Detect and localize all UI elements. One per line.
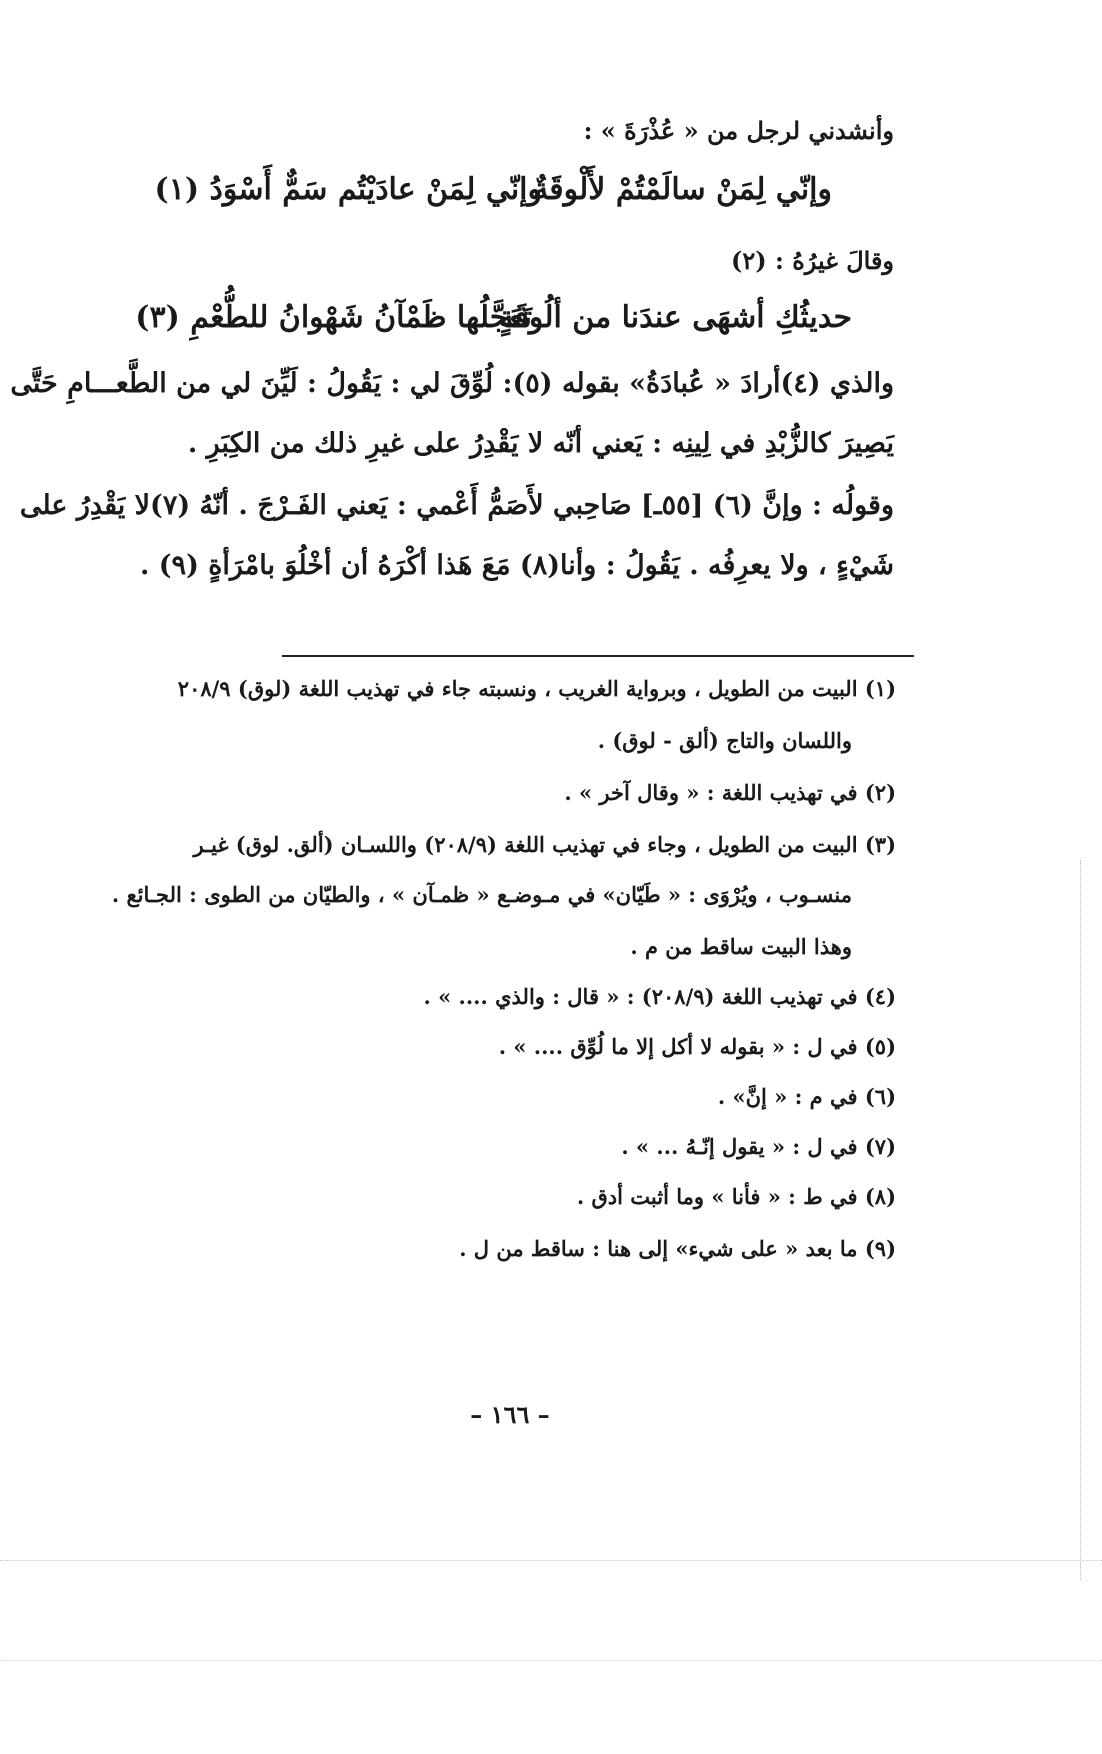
prose-line-3: وقولُه : وإنَّ (٦) [٥٥ـ] صَاحِبي لأَصَمُّ أَعْمي : يَعني الفَـرْجَ . أنّهُ (٧)لا يَقْدِرُ على — [19, 490, 894, 521]
prose-line-2: يَصِيرَ كالزُّبْدِ في لِينِه : يَعني أنّه لا يَقْدِرُ على غيرِ ذلك من الكِبَرِ . — [187, 428, 894, 459]
verse-2-left-hemistich: تَعَجَّلُها ظَمْآنُ شَهْوانُ للطُّعْمِ (٣) — [135, 300, 532, 335]
prose-line-1: والذي (٤)أرادَ « عُبادَةُ» بقوله (٥): لُوِّقَ لي : يَقُولُ : لَيِّنَ لي من الطَّعـــامِ حَتَّى — [10, 368, 894, 399]
verse-1-right-hemistich: وإنّي لِمَنْ سالَمْتُمْ لأَلْوقَةٌ — [533, 172, 832, 207]
said-other-line: وقالَ غيرُهُ : (٢) — [731, 246, 894, 275]
scan-margin-artifact — [1080, 860, 1081, 1580]
footnote-line: (١) البيت من الطويل ، وبرواية الغريب ، ونسبته جاء في تهذيب اللغة (لوق) ٢٠٨/٩ — [177, 676, 896, 701]
footnote-line: (٣) البيت من الطويل ، وجاء في تهذيب اللغة (٢٠٨/٩) واللسـان (ألق. لوق) غيـر — [193, 832, 896, 857]
prose-line-4: شَيْءٍ ، ولا يعرِفُه . يَقُولُ : وأنا(٨) مَعَ هَذا أكْرَهُ أن أخْلُوَ بامْرَأةٍ (٩) . — [139, 550, 894, 581]
scan-artifact-line — [0, 1660, 1102, 1661]
footnote-line: (٧) في ل : « يقول إنّـهُ ... » . — [621, 1134, 896, 1159]
footnote-line: (٦) في م : « إنَّ» . — [717, 1084, 896, 1109]
verse-2-right-hemistich: حديثُكِ أشهَى عندَنا من ألُوقَةٍ — [498, 300, 852, 335]
footnote-line: (٢) في تهذيب اللغة : « وقال آخر » . — [564, 780, 896, 805]
footnote-line: (٨) في ط : « فأنا » وما أثبت أدق . — [576, 1184, 896, 1209]
page-number: – ١٦٦ – — [470, 1400, 550, 1429]
footnote-line: (٤) في تهذيب اللغة (٢٠٨/٩) : « قال : والذي .... » . — [423, 984, 896, 1009]
intro-line: وأنشدني لرجل من « عُذْرَةَ » : — [583, 116, 894, 145]
footnote-line: منسـوب ، ويُرْوَى : « طَيّان» في مـوضـع « ظمـآن » ، والطيّان من الطوى : الجـائع . — [111, 882, 852, 907]
scan-artifact-line — [0, 1560, 1102, 1561]
footnote-line: واللسان والتاج (ألق - لوق) . — [597, 728, 852, 753]
footnote-line: وهذا البيت ساقط من م . — [630, 934, 852, 959]
verse-1-left-hemistich: وإنّي لِمَنْ عادَيْتُم سَمٌّ أَسْوَدُ (١) — [154, 172, 542, 207]
footnote-line: (٩) ما بعد « على شيء» إلى هنا : ساقط من ل . — [459, 1236, 896, 1261]
footnote-line: (٥) في ل : « بقوله لا أكل إلا ما لُوِّق .... » . — [498, 1034, 896, 1059]
footnote-separator-rule — [282, 655, 914, 657]
